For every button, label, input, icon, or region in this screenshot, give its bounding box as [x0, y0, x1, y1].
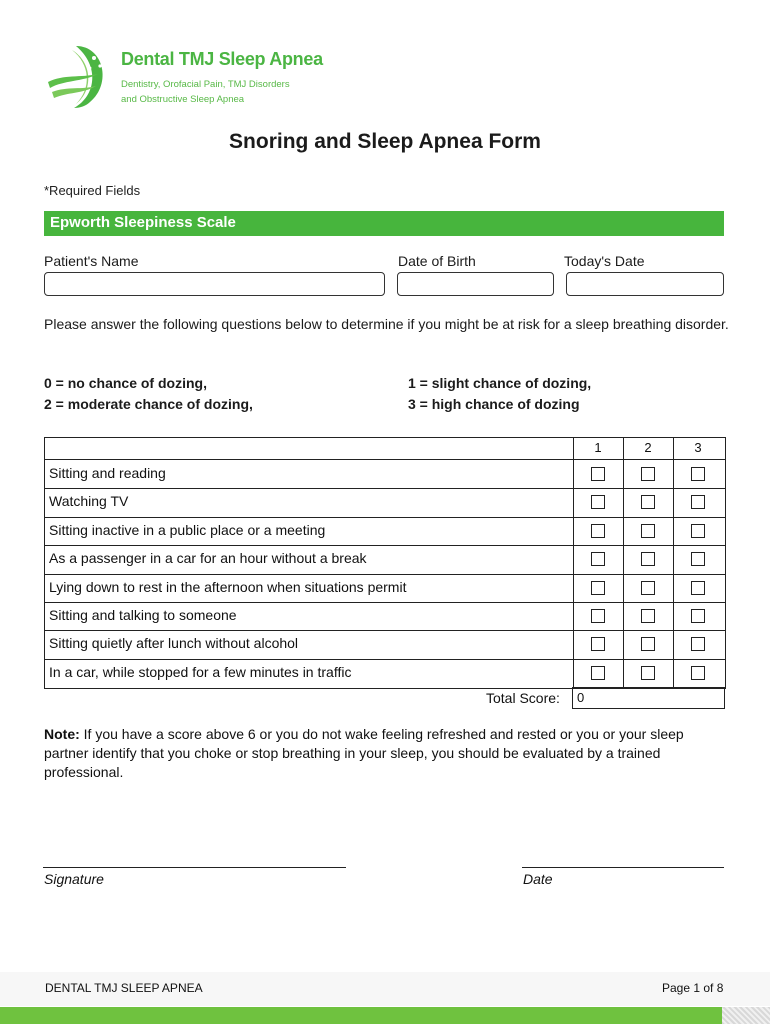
instructions: Please answer the following questions below to determine if you might be at risk for a sleep breathing disorder.	[44, 316, 729, 332]
checkbox-score-3[interactable]	[691, 524, 705, 538]
table-divider	[45, 574, 725, 575]
section-header	[44, 211, 724, 236]
checkbox-score-2[interactable]	[641, 609, 655, 623]
required-fields-note: *Required Fields	[44, 183, 141, 198]
question-text: Sitting and reading	[49, 465, 166, 481]
checkbox-score-1[interactable]	[591, 552, 605, 566]
checkbox-score-1[interactable]	[591, 524, 605, 538]
logo-moon-icon	[46, 44, 116, 110]
question-text: Sitting inactive in a public place or a meeting	[49, 521, 326, 538]
checkbox-score-3[interactable]	[691, 552, 705, 566]
checkbox-score-2[interactable]	[641, 666, 655, 680]
date-line[interactable]	[522, 867, 724, 868]
table-divider	[673, 438, 674, 688]
checkbox-score-3[interactable]	[691, 666, 705, 680]
bottom-accent-bar	[0, 1007, 722, 1024]
question-text: Sitting and talking to someone	[49, 607, 237, 623]
column-header-3: 3	[694, 440, 702, 455]
section-title: Epworth Sleepiness Scale	[50, 214, 236, 231]
table-divider	[45, 459, 725, 460]
legend-2: 2 = moderate chance of dozing,	[44, 396, 253, 412]
legend-3: 3 = high chance of dozing	[408, 396, 580, 412]
checkbox-score-3[interactable]	[691, 467, 705, 481]
table-divider	[573, 438, 574, 688]
legend-1: 1 = slight chance of dozing,	[408, 375, 592, 391]
question-text: As a passenger in a car for an hour without a break	[49, 550, 367, 567]
table-divider	[45, 630, 725, 631]
note-label: Note:	[44, 726, 80, 742]
dob-label: Date of Birth	[398, 253, 476, 269]
bottom-hatch	[722, 1007, 770, 1024]
total-score-field[interactable]	[572, 687, 725, 709]
logo-tagline: Dentistry, Orofacial Pain, TMJ Disorders and Obstructive Sleep Apnea	[121, 79, 290, 105]
logo	[46, 44, 323, 112]
checkbox-score-3[interactable]	[691, 637, 705, 651]
checkbox-score-2[interactable]	[641, 637, 655, 651]
checkbox-score-1[interactable]	[591, 609, 605, 623]
footer-org: DENTAL TMJ SLEEP APNEA	[45, 981, 203, 995]
dob-field[interactable]	[397, 272, 554, 296]
table-divider	[45, 659, 725, 660]
total-score-value: 0	[577, 690, 585, 705]
checkbox-score-3[interactable]	[691, 581, 705, 595]
checkbox-score-2[interactable]	[641, 552, 655, 566]
date-label: Date	[523, 871, 553, 887]
table-divider	[45, 545, 725, 546]
question-text: Lying down to rest in the afternoon when situations permit	[49, 578, 407, 595]
checkbox-score-1[interactable]	[591, 581, 605, 595]
checkbox-score-1[interactable]	[591, 666, 605, 680]
patient-name-field[interactable]	[44, 272, 385, 296]
question-text: Watching TV	[49, 493, 129, 510]
column-header-2: 2	[644, 440, 652, 455]
form-title: Snoring and Sleep Apnea Form	[229, 130, 541, 153]
table-divider	[623, 438, 624, 688]
table-divider	[45, 517, 725, 518]
todays-date-label: Today's Date	[564, 253, 645, 269]
question-text: In a car, while stopped for a few minutes in traffic	[49, 663, 352, 680]
checkbox-score-2[interactable]	[641, 495, 655, 509]
note	[44, 725, 724, 782]
checkbox-score-3[interactable]	[691, 495, 705, 509]
legend-0: 0 = no chance of dozing,	[44, 375, 207, 391]
question-text: Sitting quietly after lunch without alcohol	[49, 635, 299, 652]
epworth-table	[44, 437, 726, 689]
table-divider	[45, 488, 725, 489]
logo-name: Dental TMJ Sleep Apnea	[121, 49, 323, 69]
page-number: Page 1 of 8	[662, 981, 724, 995]
total-score-label: Total Score:	[486, 690, 560, 706]
checkbox-score-2[interactable]	[641, 581, 655, 595]
patient-name-label: Patient's Name	[44, 253, 139, 269]
checkbox-score-2[interactable]	[641, 467, 655, 481]
checkbox-score-1[interactable]	[591, 495, 605, 509]
note-text: If you have a score above 6 or you do not wake feeling refreshed and rested or you or your sleep partner identify that you choke or stop breathing in your sleep, you should be evaluated by a trained professional.	[44, 726, 684, 780]
signature-line[interactable]	[43, 867, 346, 868]
checkbox-score-2[interactable]	[641, 524, 655, 538]
column-header-1: 1	[594, 440, 602, 455]
table-divider	[45, 602, 725, 603]
checkbox-score-1[interactable]	[591, 467, 605, 481]
todays-date-field[interactable]	[566, 272, 724, 296]
checkbox-score-3[interactable]	[691, 609, 705, 623]
checkbox-score-1[interactable]	[591, 637, 605, 651]
signature-label: Signature	[44, 871, 104, 887]
